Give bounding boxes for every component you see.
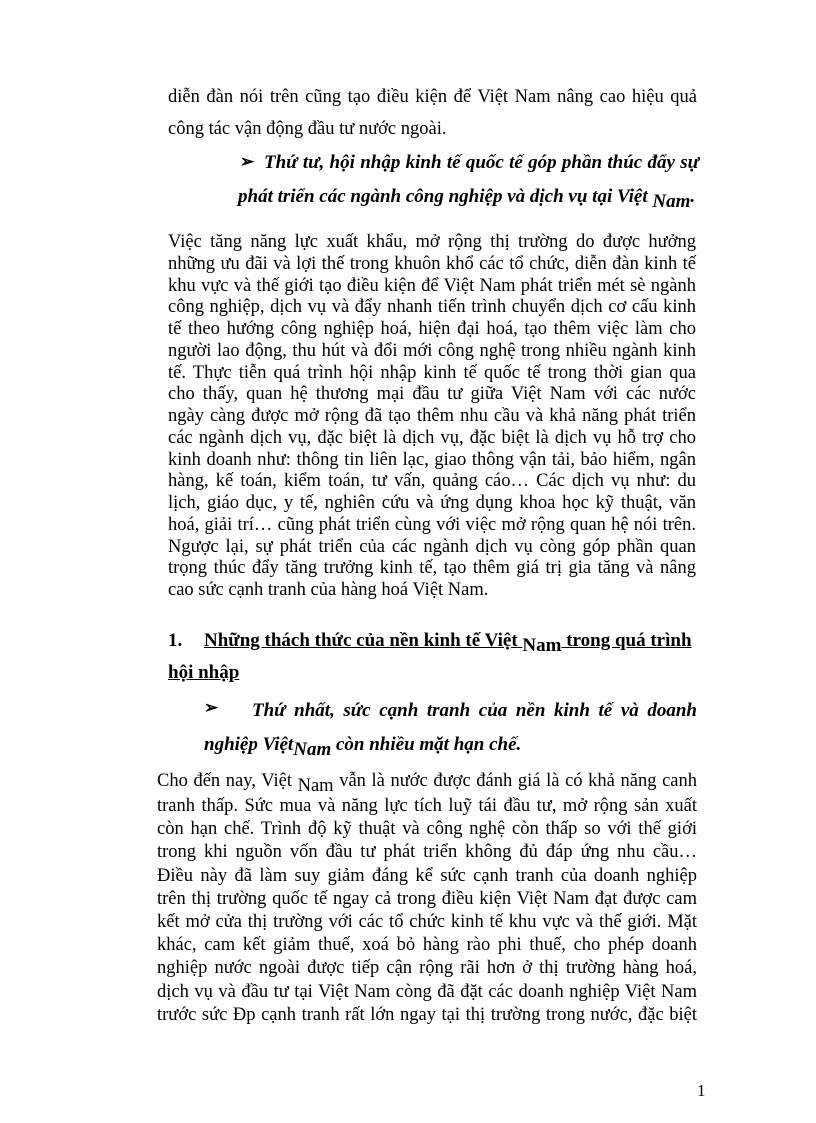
bullet-arrow-icon-2: ➢ (204, 698, 219, 717)
point1-body-line-4: trong khi nguồn vốn đầu tư phát triển không đủ đáp ứng nhu cầu… (157, 842, 697, 863)
point1-body-line-10: dịch vụ và đầu tư tại Việt Nam còng đã đặt các doanh nghiệp Việt Nam (157, 981, 697, 1002)
point4-title-line-2 (238, 186, 698, 212)
section-number: 1. (168, 630, 183, 651)
point1-body-line-9: nghiệp nước ngoài được tiếp cận rộng rãi hơn ở thị trường hàng hoá, (157, 958, 697, 979)
point1-title-line-1: Thứ nhất, sức cạnh tranh của nền kinh tế và doanh (252, 700, 697, 721)
point4-body-line-6: người lao động, thu hút và đổi mới công nghệ trong nhiều ngành kinh (168, 340, 696, 361)
section-title-line-1 (204, 630, 700, 656)
point4-body-line-5: tế theo hướng công nghiệp hoá, hiện đại hoá, tạo thêm việc làm cho (168, 319, 696, 339)
point4-body-line-9: ngày càng được mở rộng đã tạo thêm nhu cầu và khả năng phát triển (168, 406, 696, 426)
point4-body-line-10: các ngành dịch vụ, đặc biệt là dịch vụ, đặc biệt là dịch vụ hỗ trợ cho (168, 427, 696, 448)
point4-body-line-8: cho thấy, quan hệ thương mại đầu tư giữa Việt Nam với các nước (168, 384, 696, 405)
point1-body-line-3: còn hạn chế. Trình độ kỹ thuật và công nghệ còn thấp so với thế giới (157, 819, 697, 840)
point4-body-line-17: cao sức cạnh tranh của hàng hoá Việt Nam. (168, 580, 489, 600)
section-title-line-2: hội nhập (168, 662, 240, 683)
point1-body-line-8: khác, cam kết giảm thuế, xoá bỏ hàng rào phi thuế, cho phép doanh (157, 935, 697, 956)
point4-title-part-end: . (690, 186, 696, 207)
point1-body-line-11: trước sức Ðp cạnh tranh rất lớn ngay tại thị trường trong nước, đặc biệt (157, 1004, 697, 1025)
point1-body-line-2: tranh thấp. Sức mua và năng lực tích luỹ tái đầu tư, mở rộng sản xuất (157, 796, 697, 816)
point1-title-part-a: nghiệp Việt (204, 734, 294, 755)
point1-body-line-first (157, 770, 698, 796)
page-number: 1 (697, 1081, 706, 1100)
point4-body-line-3: khu vực và thế giới tạo điều kiện để Việt Nam phát triển mét sè ngành (168, 275, 696, 296)
point1-body-first-a: Cho đến nay, Việt (157, 771, 292, 791)
point4-body-line-11: kinh doanh như: thông tin liên lạc, giao thông vận tải, bảo hiểm, ngân (168, 449, 696, 470)
point4-body-line-7: tế. Thực tiễn quá trình hội nhập kinh tế quốc tế trong thời gian qua (168, 362, 696, 383)
section-title-part-a: Những thách thức của nền kinh tế Việt (204, 630, 518, 651)
point4-body-line-4: công nghiệp, dịch vụ và đẩy nhanh tiến trình chuyển dịch cơ cấu kinh (168, 297, 696, 318)
point1-title-part-nam: Nam (293, 739, 332, 760)
point1-body-line-7: kết mở cửa thị trường với các tổ chức kinh tế khu vực và thế giới. Mặt (157, 912, 697, 932)
point4-body-line-12: hàng, kế toán, kiểm toán, tư vấn, quảng cáo… Các dịch vụ như: du (168, 471, 696, 492)
point4-body-line-2: những ưu đãi và lợi thế trong khuôn khổ các tổ chức, diễn đàn kinh tế (168, 253, 696, 274)
point1-title-part-c: còn nhiều mặt hạn chế. (335, 734, 522, 755)
intro-line-1: diễn đàn nói trên cũng tạo điều kiện để Việt Nam nâng cao hiệu quả (168, 87, 697, 107)
point1-body-line-6: trên thị trường quốc tế ngay cả trong điều kiện Việt Nam đạt được cam (157, 888, 697, 909)
point4-body-line-1: Việc tăng năng lực xuất khẩu, mở rộng thị trường do được hưởng (168, 232, 696, 252)
point1-body-line-5: Điều này đã làm suy giảm đáng kể sức cạnh tranh của doanh nghiệp (157, 865, 697, 886)
section-title-part-nam: Nam (522, 635, 562, 656)
point4-title-part-nam: Nam (652, 191, 691, 212)
bullet-arrow-icon: ➢ (240, 152, 255, 171)
point1-body-first-nam: Nam (297, 776, 334, 796)
point4-title-part-a: phát triển các ngành công nghiệp và dịch vụ tại Việt (238, 186, 648, 207)
point4-title-line-1: Thứ tư, hội nhập kinh tế quốc tế góp phần thúc đẩy sự (264, 152, 699, 173)
point4-body-line-16: trọng thúc đẩy tăng trưởng kinh tế, tạo thêm giá trị gia tăng và nâng (168, 558, 696, 579)
point1-title-line-2 (204, 734, 522, 760)
point4-body-line-15: Ngược lại, sự phát triển của các ngành dịch vụ còng góp phần quan (168, 536, 696, 557)
section-title-part-c: trong quá trình (566, 630, 692, 651)
point4-body-line-14: hoá, giải trí… cũng phát triển cùng với việc mở rộng quan hệ nói trên. (168, 514, 696, 535)
point1-body-first-c: vẫn là nước được đánh giá là có khả năng canh (339, 771, 698, 791)
point4-body-line-13: lịch, giáo dục, y tế, nghiên cứu và ứng dụng khoa học kỹ thuật, văn (168, 493, 696, 513)
intro-line-2: công tác vận động đầu tư nước ngoài. (168, 119, 447, 139)
